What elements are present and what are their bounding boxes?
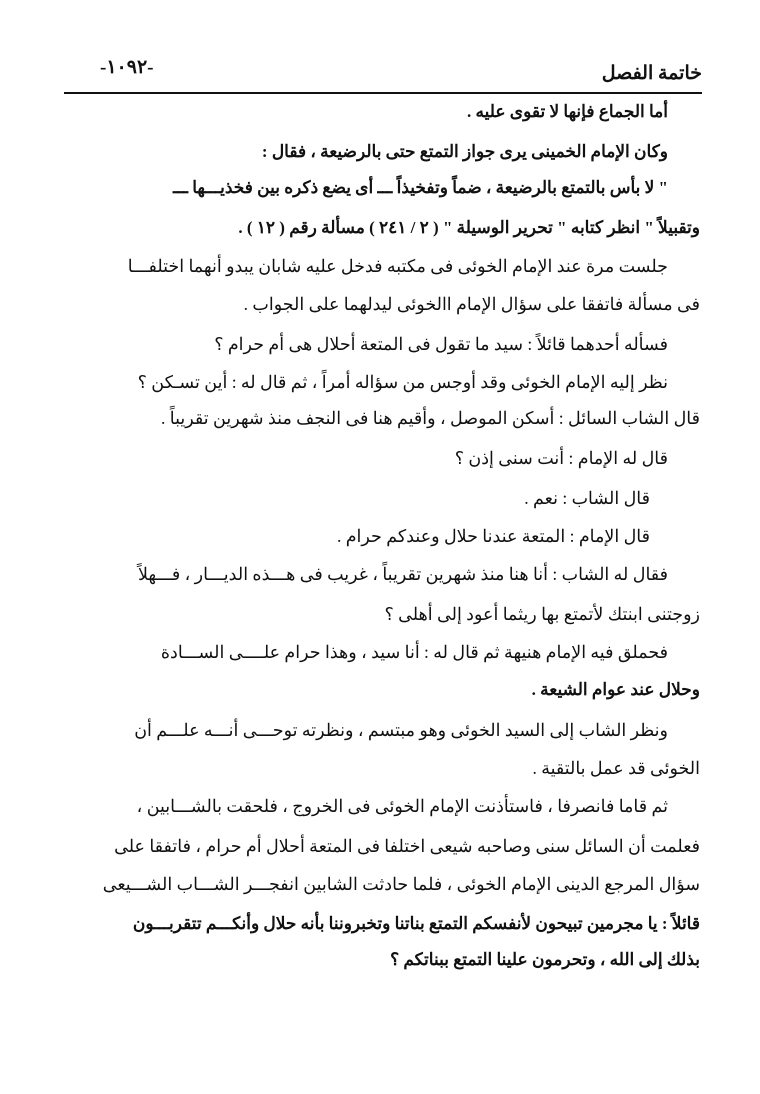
text-line: فقال له الشاب : أنا هنا منذ شهرين تقريباً ، غريب فى هـــذه الديـــار ، فـــهلاً (137, 564, 668, 584)
page-header (64, 52, 702, 94)
text-line: وكان الإمام الخمينى يرى جواز التمتع حتى بالرضيعة ، فقال : (261, 142, 668, 161)
text-line: زوجتنى ابنتك لأتمتع بها ريثما أعود إلى أهلى ؟ (384, 604, 700, 624)
text-line: ونظر الشاب إلى السيد الخوئى وهو مبتسم ، ونظرته توحـــى أنـــه علـــم أن (134, 720, 668, 740)
text-line: سؤال المرجع الدينى الإمام الخوئى ، فلما حادثت الشابين انفجـــر الشـــاب الشـــيعى (102, 874, 700, 894)
text-line: الخوئى قد عمل بالتقية . (532, 758, 700, 778)
chapter-title: خاتمة الفصل (601, 63, 702, 84)
text-line: فى مسألة فاتفقا على سؤال الإمام االخوئى ليدلهما على الجواب . (243, 294, 700, 314)
text-line: قال الشاب السائل : أسكن الموصل ، وأقيم هنا فى النجف منذ شهرين تقريباً . (161, 408, 700, 428)
page-number: -١٠٩٢- (100, 57, 154, 78)
text-line: ثم قاما فانصرفا ، فاستأذنت الإمام الخوئى فى الخروج ، فلحقت بالشـــابين ، (136, 796, 668, 816)
text-line: بذلك إلى الله ، وتحرمون علينا التمتع ببناتكم ؟ (390, 950, 700, 969)
text-line: نظر إليه الإمام الخوئى وقد أوجس من سؤاله أمراً ، ثم قال له : أين تسـكن ؟ (137, 372, 668, 392)
text-line: فعلمت أن السائل سنى وصاحبه شيعى اختلفا فى المتعة أحلال أم حرام ، فاتفقا على (114, 836, 700, 856)
text-line: فسأله أحدهما قائلاً : سيد ما تقول فى المتعة أحلال هى أم حرام ؟ (214, 334, 668, 354)
text-line: فحملق فيه الإمام هنيهة ثم قال له : أنا سيد ، وهذا حرام علــــى الســـادة (160, 642, 668, 662)
text-line: " لا بأس بالتمتع بالرضيعة ، ضماً وتفخيذاً ـــ أى يضع ذكره بين فخذيـــها ـــ (173, 178, 668, 197)
text-line: قال الشاب : نعم . (524, 488, 650, 508)
text-line: قال له الإمام : أنت سنى إذن ؟ (454, 448, 668, 468)
text-line: قائلاً : يا مجرمين تبيحون لأنفسكم التمتع بناتنا وتخبروننا بأنه حلال وأنكـــم تتقربـــون (132, 914, 700, 933)
text-line: جلست مرة عند الإمام الخوئى فى مكتبه فدخل عليه شابان يبدو أنهما اختلفـــا (127, 256, 668, 276)
text-line: وتقبيلاً " انظر كتابه " تحرير الوسيلة " ( ٢ / ٢٤١ ) مسألة رقم ( ١٢ ) . (238, 218, 700, 237)
text-line: قال الإمام : المتعة عندنا حلال وعندكم حرام . (336, 526, 650, 546)
text-line: وحلال عند عوام الشيعة . (531, 680, 700, 699)
text-line: أما الجماع فإنها لا تقوى عليه . (467, 102, 668, 121)
